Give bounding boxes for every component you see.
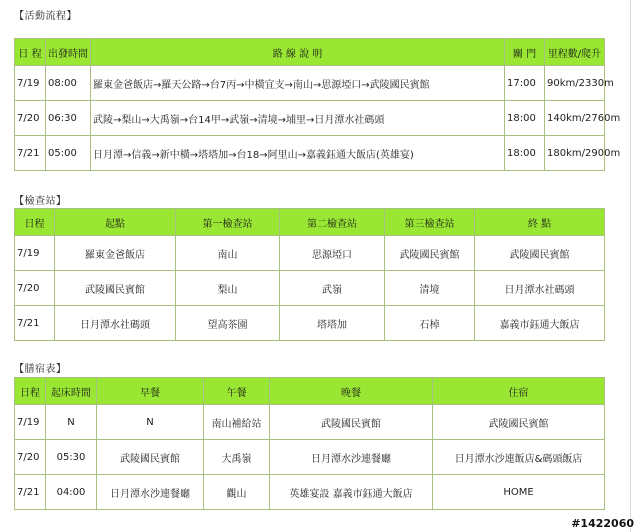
cell-route: 日月潭→信義→新中橫→塔塔加→台18→阿里山→嘉義鈺通大飯店(英雄宴) [91,136,505,171]
cell-end: 武陵國民賓館 [475,236,605,271]
itinerary-section-title: 【活動流程】 [14,11,77,22]
cell-date: 7/20 [15,101,46,136]
table-row [15,236,605,271]
cell-lodging: HOME [433,475,605,510]
cell-distance: 140km/2760m [545,101,605,136]
table-row [15,66,605,101]
cell-wakeup-time: 05:30 [46,440,97,475]
col-header-lunch: 午餐 [204,378,270,405]
col-header-start: 起點 [55,209,176,236]
cell-end: 日月潭水社碼頭 [475,271,605,306]
cell-lodging: 日月潭水沙連飯店&碼頭飯店 [433,440,605,475]
cell-breakfast: 日月潭水沙連餐廳 [97,475,204,510]
checkpoints-table [14,208,605,341]
meals-table [14,377,605,510]
cell-route: 羅東金爸飯店→羅天公路→台7丙→中橫宜支→南山→思源埡口→武陵國民賓館 [91,66,505,101]
col-header-close-time: 關 門 [505,39,545,66]
cell-depart-time: 05:00 [46,136,91,171]
cell-dinner: 武陵國民賓館 [270,405,433,440]
itinerary-header-row [15,39,605,66]
table-row [15,306,605,341]
cell-wakeup-time: 04:00 [46,475,97,510]
cell-wakeup-time: N [46,405,97,440]
col-header-dinner: 晚餐 [270,378,433,405]
cell-date: 7/21 [15,475,46,510]
col-header-checkpoint-1: 第一檢查站 [176,209,280,236]
col-header-route: 路 線 說 明 [91,39,505,66]
col-header-checkpoint-2: 第二檢查站 [280,209,385,236]
cell-checkpoint-2: 武嶺 [280,271,385,306]
cell-dinner: 英雄宴設 嘉義市鈺通大飯店 [270,475,433,510]
cell-breakfast: N [97,405,204,440]
checkpoints-header-row [15,209,605,236]
table-row [15,136,605,171]
cell-date: 7/19 [15,66,46,101]
col-header-lodging: 住宿 [433,378,605,405]
cell-checkpoint-3: 清境 [385,271,475,306]
cell-distance: 90km/2330m [545,66,605,101]
col-header-date: 日程 [15,378,46,405]
col-header-breakfast: 早餐 [97,378,204,405]
col-header-date: 日程 [15,209,55,236]
meals-header-row [15,378,605,405]
image-id-watermark: #1422060 [571,517,634,530]
itinerary-table [14,38,621,171]
cell-checkpoint-1: 南山 [176,236,280,271]
cell-lunch: 南山補給站 [204,405,270,440]
cell-checkpoint-3: 石棹 [385,306,475,341]
cell-checkpoint-1: 望高茶園 [176,306,280,341]
cell-distance: 180km/2900m [545,136,605,171]
cell-depart-time: 06:30 [46,101,91,136]
cell-start: 武陵國民賓館 [55,271,176,306]
cell-checkpoint-1: 梨山 [176,271,280,306]
cell-dinner: 日月潭水沙連餐廳 [270,440,433,475]
col-header-end: 終 點 [475,209,605,236]
cell-close-time: 18:00 [505,136,545,171]
cell-date: 7/19 [15,236,55,271]
cell-date: 7/20 [15,440,46,475]
cell-checkpoint-2: 塔塔加 [280,306,385,341]
cell-date: 7/21 [15,306,55,341]
cell-checkpoint-3: 武陵國民賓館 [385,236,475,271]
cell-close-time: 18:00 [505,101,545,136]
table-row [15,405,605,440]
cell-close-time: 17:00 [505,66,545,101]
checkpoints-section-title: 【檢查站】 [14,196,67,207]
table-row [15,271,605,306]
table-row [15,101,605,136]
cell-lodging: 武陵國民賓館 [433,405,605,440]
col-header-depart-time: 出發時間 [46,39,91,66]
cell-end: 嘉義市鈺通大飯店 [475,306,605,341]
col-header-checkpoint-3: 第三檢查站 [385,209,475,236]
cell-breakfast: 武陵國民賓館 [97,440,204,475]
cell-date: 7/19 [15,405,46,440]
table-row [15,475,605,510]
col-header-distance: 里程數/爬升 [545,39,605,66]
cell-lunch: 觀山 [204,475,270,510]
cell-start: 日月潭水社碼頭 [55,306,176,341]
cell-lunch: 大禹嶺 [204,440,270,475]
cell-route: 武陵→梨山→大禹嶺→台14甲→武嶺→清境→埔里→日月潭水社碼頭 [91,101,505,136]
col-header-date: 日 程 [15,39,46,66]
cell-depart-time: 08:00 [46,66,91,101]
page-right-border [630,0,631,532]
cell-checkpoint-2: 思源埡口 [280,236,385,271]
col-header-wakeup-time: 起床時間 [46,378,97,405]
table-row [15,440,605,475]
cell-date: 7/20 [15,271,55,306]
cell-start: 羅東金爸飯店 [55,236,176,271]
meals-section-title: 【膳宿表】 [14,364,67,375]
cell-date: 7/21 [15,136,46,171]
